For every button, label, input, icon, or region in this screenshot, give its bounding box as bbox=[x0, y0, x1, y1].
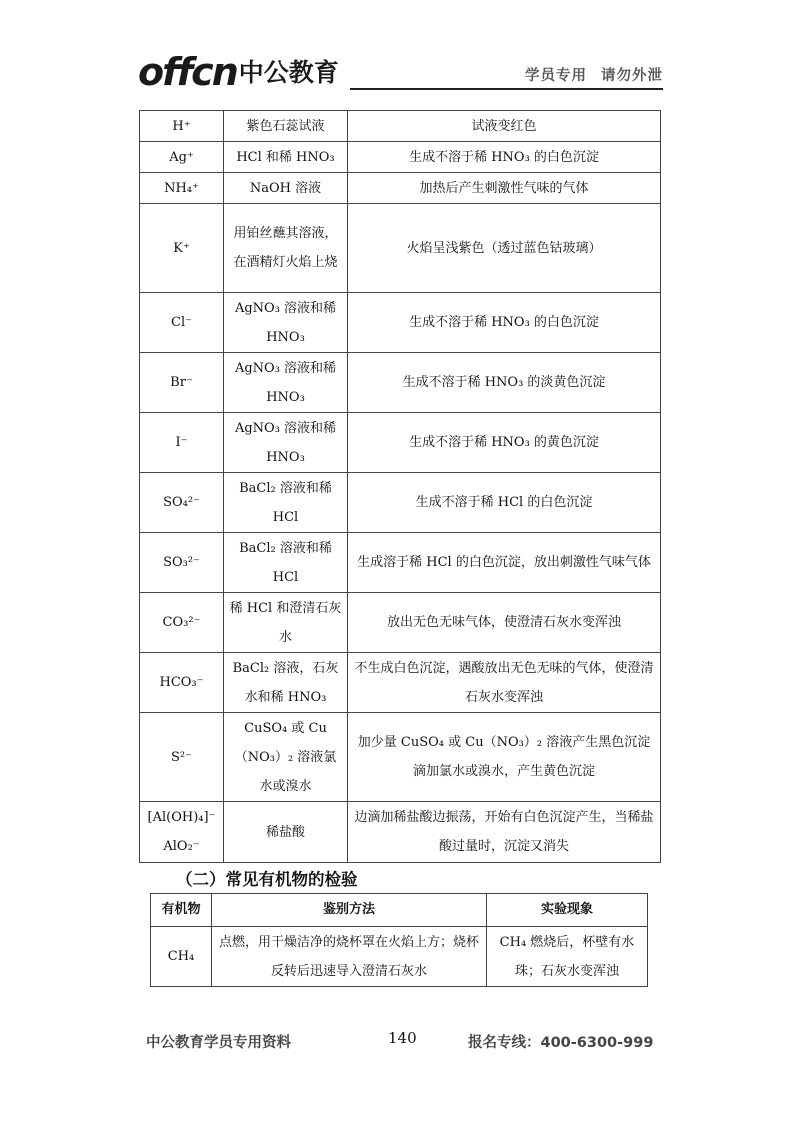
organic-test-table bbox=[150, 893, 648, 987]
table-row bbox=[140, 593, 661, 653]
reagent-cell: 用铂丝蘸其溶液，在酒精灯火焰上烧 bbox=[224, 204, 348, 293]
ion-cell: S²⁻ bbox=[140, 713, 224, 802]
header-tag-do-not-leak: 请勿外泄 bbox=[601, 68, 663, 84]
table-row bbox=[140, 293, 661, 353]
phenomenon-cell: 边滴加稀盐酸边振荡，开始有白色沉淀产生，当稀盐酸过量时，沉淀又消失 bbox=[348, 802, 661, 863]
reagent-cell: AgNO₃ 溶液和稀 HNO₃ bbox=[224, 353, 348, 413]
reagent-cell: BaCl₂ 溶液和稀 HCl bbox=[224, 473, 348, 533]
reagent-cell: BaCl₂ 溶液和稀 HCl bbox=[224, 533, 348, 593]
reagent-cell: AgNO₃ 溶液和稀 HNO₃ bbox=[224, 413, 348, 473]
ion-cell: [Al(OH)₄]⁻ AlO₂⁻ bbox=[140, 802, 224, 863]
table-row bbox=[140, 473, 661, 533]
section-title: （二）常见有机物的检验 bbox=[176, 870, 358, 889]
phenomenon-cell: 生成不溶于稀 HCl 的白色沉淀 bbox=[348, 473, 661, 533]
column-header: 有机物 bbox=[151, 894, 212, 927]
reagent-cell: NaOH 溶液 bbox=[224, 173, 348, 204]
phenomenon-cell: 试液变红色 bbox=[348, 111, 661, 142]
table-header-row bbox=[151, 894, 648, 927]
phenomenon-cell: CH₄ 燃烧后，杯壁有水珠；石灰水变浑浊 bbox=[487, 927, 648, 987]
ion-cell: Ag⁺ bbox=[140, 142, 224, 173]
table-row bbox=[140, 353, 661, 413]
reagent-cell: 稀盐酸 bbox=[224, 802, 348, 863]
reagent-cell: AgNO₃ 溶液和稀 HNO₃ bbox=[224, 293, 348, 353]
header-confidential-tag bbox=[525, 64, 663, 85]
table-row bbox=[140, 173, 661, 204]
reagent-cell: 紫色石蕊试液 bbox=[224, 111, 348, 142]
reagent-cell: HCl 和稀 HNO₃ bbox=[224, 142, 348, 173]
ion-cell: H⁺ bbox=[140, 111, 224, 142]
method-cell: 点燃，用干燥洁净的烧杯罩在火焰上方；烧杯反转后迅速导入澄清石灰水 bbox=[212, 927, 487, 987]
phenomenon-cell: 生成不溶于稀 HNO₃ 的淡黄色沉淀 bbox=[348, 353, 661, 413]
table-row bbox=[140, 142, 661, 173]
footer-hotline: 报名专线：400-6300-999 bbox=[468, 1035, 654, 1051]
table-row bbox=[140, 713, 661, 802]
table-row bbox=[140, 111, 661, 142]
phenomenon-cell: 生成不溶于稀 HNO₃ 的白色沉淀 bbox=[348, 142, 661, 173]
header-rule bbox=[350, 88, 663, 90]
phenomenon-cell: 生成不溶于稀 HNO₃ 的黄色沉淀 bbox=[348, 413, 661, 473]
phenomenon-cell: 放出无色无味气体，使澄清石灰水变浑浊 bbox=[348, 593, 661, 653]
phenomenon-cell: 火焰呈浅紫色（透过蓝色钴玻璃） bbox=[348, 204, 661, 293]
ion-cell: I⁻ bbox=[140, 413, 224, 473]
footer-source-label: 中公教育学员专用资料 bbox=[146, 1035, 291, 1051]
ion-cell: CO₃²⁻ bbox=[140, 593, 224, 653]
table-row bbox=[151, 927, 648, 987]
phenomenon-cell: 生成溶于稀 HCl 的白色沉淀，放出刺激性气味气体 bbox=[348, 533, 661, 593]
page-number: 140 bbox=[388, 1029, 417, 1047]
reagent-cell: CuSO₄ 或 Cu（NO₃）₂ 溶液氯水或溴水 bbox=[224, 713, 348, 802]
table-row bbox=[140, 413, 661, 473]
ion-cell: NH₄⁺ bbox=[140, 173, 224, 204]
phenomenon-cell: 生成不溶于稀 HNO₃ 的白色沉淀 bbox=[348, 293, 661, 353]
ion-cell: HCO₃⁻ bbox=[140, 653, 224, 713]
ion-test-table bbox=[139, 110, 661, 863]
table-row bbox=[140, 653, 661, 713]
header-tag-students-only: 学员专用 bbox=[525, 68, 587, 84]
column-header: 鉴别方法 bbox=[212, 894, 487, 927]
ion-cell: SO₄²⁻ bbox=[140, 473, 224, 533]
reagent-cell: BaCl₂ 溶液，石灰水和稀 HNO₃ bbox=[224, 653, 348, 713]
ion-cell: K⁺ bbox=[140, 204, 224, 293]
phenomenon-cell: 加少量 CuSO₄ 或 Cu（NO₃）₂ 溶液产生黑色沉淀滴加氯水或溴水，产生黄色沉淀 bbox=[348, 713, 661, 802]
table-row bbox=[140, 802, 661, 863]
column-header: 实验现象 bbox=[487, 894, 648, 927]
compound-cell: CH₄ bbox=[151, 927, 212, 987]
logo-wordmark: offcn bbox=[138, 50, 237, 94]
ion-cell: SO₃²⁻ bbox=[140, 533, 224, 593]
logo-chinese-name: 中公教育 bbox=[238, 58, 339, 87]
ion-cell: Br⁻ bbox=[140, 353, 224, 413]
table-row bbox=[140, 533, 661, 593]
table-row bbox=[140, 204, 661, 293]
phenomenon-cell: 不生成白色沉淀，遇酸放出无色无味的气体，使澄清石灰水变浑浊 bbox=[348, 653, 661, 713]
ion-cell: Cl⁻ bbox=[140, 293, 224, 353]
page-header bbox=[138, 50, 663, 94]
reagent-cell: 稀 HCl 和澄清石灰水 bbox=[224, 593, 348, 653]
offcn-logo bbox=[138, 50, 339, 94]
phenomenon-cell: 加热后产生刺激性气味的气体 bbox=[348, 173, 661, 204]
